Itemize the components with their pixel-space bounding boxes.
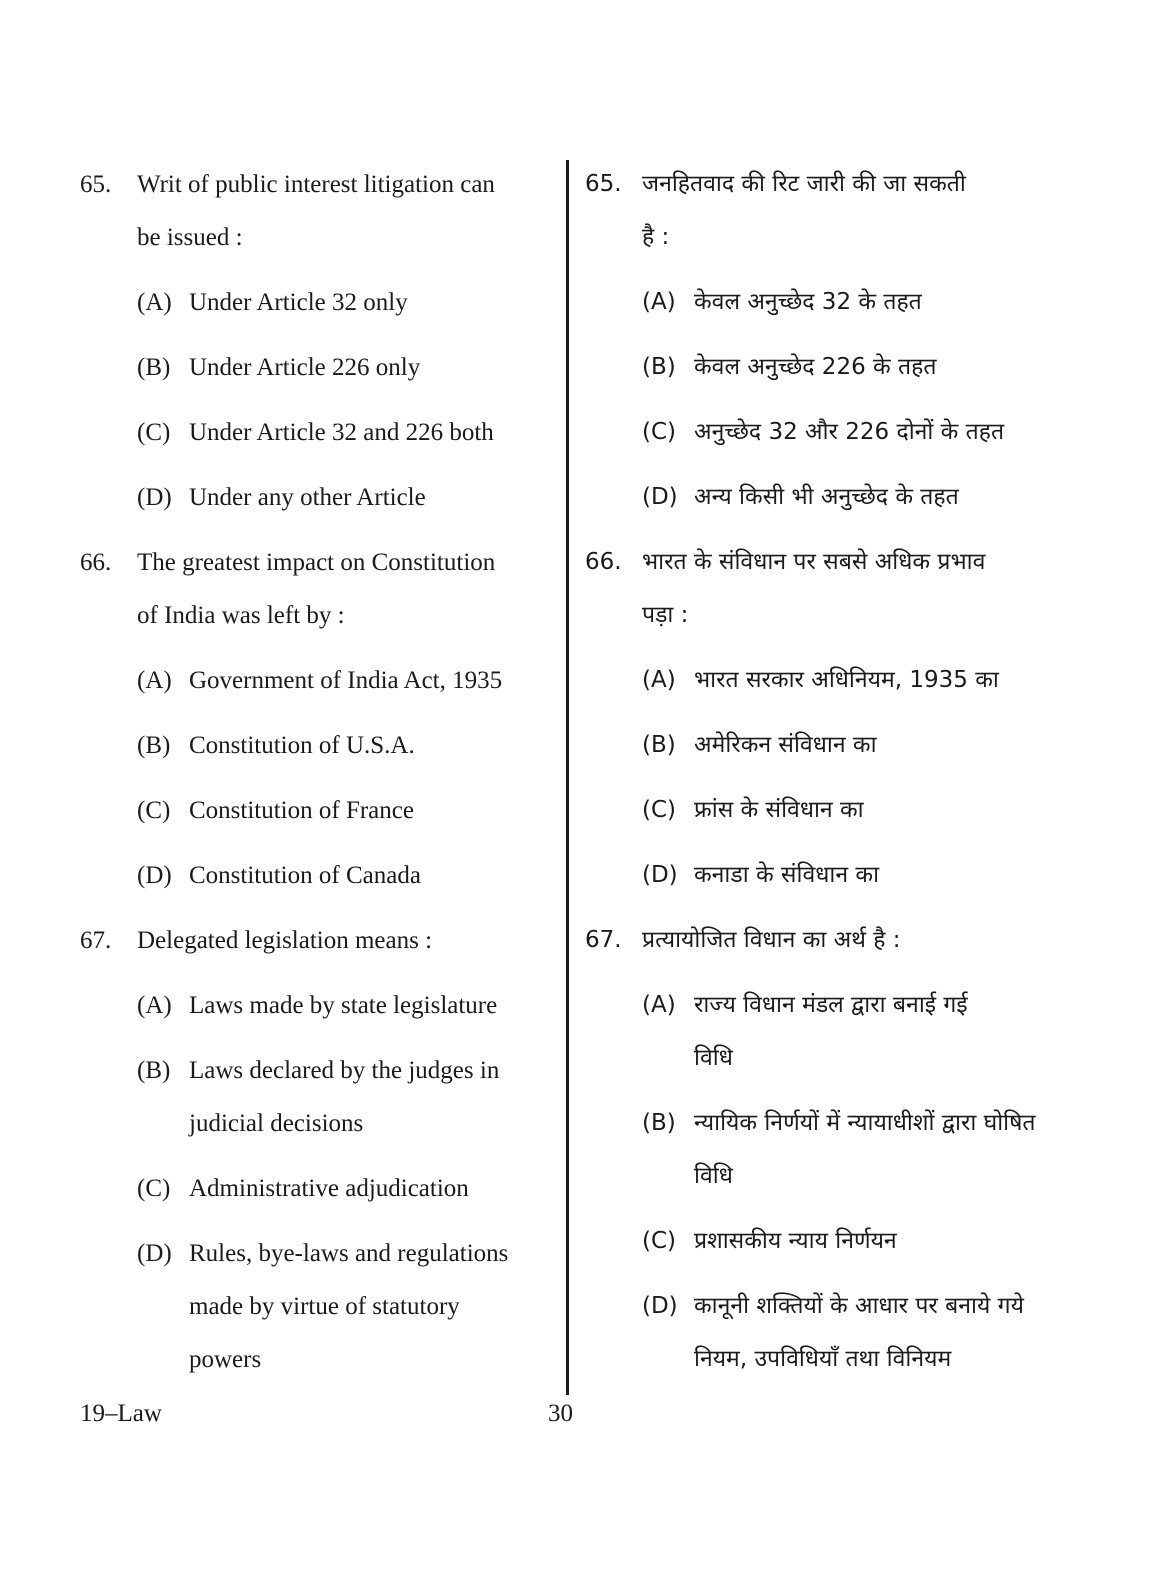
option-text-line: नियम, उपविधियाँ तथा विनियम [694,1346,952,1372]
option-text-line: राज्य विधान मंडल द्वारा बनाई गई [694,992,968,1018]
option-text-line: अमेरिकन संविधान का [694,732,877,758]
option-a [80,979,555,1032]
question-line [80,158,555,211]
option-c [585,784,1065,837]
spacer [585,459,1065,471]
option-text-line: कानूनी शक्तियों के आधार पर बनाये गये [694,1293,1024,1319]
spacer [80,967,555,979]
question-text: है : [642,224,670,250]
spacer [80,1386,555,1398]
option-b [80,1044,555,1150]
option-b [585,719,1065,772]
option-text [694,654,1065,707]
option-text-line: फ्रांस के संविधान का [694,797,864,823]
option-a [80,654,555,707]
option-text [694,784,1065,837]
option-label: (B) [137,354,171,381]
spacer [585,1203,1065,1215]
option-c [585,1215,1065,1268]
option-text [189,341,555,394]
spacer [80,1215,555,1227]
option-text-line: न्यायिक निर्णयों में न्यायाधीशों द्वारा घोषित [694,1110,1036,1136]
spacer [80,837,555,849]
option-label: (A) [642,992,676,1018]
option-text [694,1097,1065,1203]
option-text-line: भारत सरकार अधिनियम, 1935 का [694,667,999,693]
spacer [585,264,1065,276]
option-label: (B) [137,1057,171,1084]
spacer [80,1150,555,1162]
question-line [585,914,1065,967]
option-label: (C) [137,419,171,446]
question-q65 [585,158,1065,536]
option-label: (C) [137,797,171,824]
option-text-line: केवल अनुच्छेद 32 के तहत [694,289,922,315]
option-label: (C) [642,419,677,445]
column-divider [566,160,569,1395]
question-line [80,914,555,967]
option-label: (D) [642,484,678,510]
spacer [80,1032,555,1044]
option-text [189,654,555,707]
spacer [80,902,555,914]
option-text [189,1162,555,1215]
option-text-line: judicial decisions [189,1110,364,1137]
option-label: (A) [642,289,676,315]
question-number: 65. [585,171,622,197]
option-text [694,341,1065,394]
option-label: (C) [137,1175,171,1202]
question-text: of India was left by : [137,602,345,629]
english-column [80,158,555,1398]
spacer [585,642,1065,654]
spacer [585,837,1065,849]
spacer [585,902,1065,914]
option-d [585,849,1065,902]
option-label: (D) [137,484,172,511]
option-text [694,276,1065,329]
spacer [585,1386,1065,1398]
option-label: (A) [137,992,172,1019]
spacer [585,772,1065,784]
question-number: 67. [585,927,622,953]
option-label: (A) [642,667,676,693]
option-text [189,276,555,329]
option-b [80,341,555,394]
question-text: be issued : [137,224,243,251]
paper-code: 19–Law [80,1400,162,1427]
question-number: 65. [80,171,112,198]
question-q66 [80,536,555,914]
spacer [80,772,555,784]
option-text-line: Laws declared by the judges in [189,1057,500,1084]
option-text [694,1215,1065,1268]
option-label: (B) [642,732,676,758]
spacer [585,1268,1065,1280]
page-number: 30 [548,1400,573,1427]
hindi-column [585,158,1065,1398]
option-a [585,276,1065,329]
option-text-line: Under any other Article [189,484,426,511]
spacer [80,524,555,536]
option-d [80,1227,555,1386]
option-text-line: Rules, bye-laws and regulations [189,1240,509,1267]
option-text [694,1280,1065,1386]
option-text [189,849,555,902]
option-c [80,406,555,459]
option-text [694,849,1065,902]
question-text: Writ of public interest litigation can [137,171,495,198]
spacer [80,642,555,654]
spacer [585,1085,1065,1097]
option-text [189,406,555,459]
option-text-line: made by virtue of statutory [189,1293,460,1320]
option-a [585,979,1065,1085]
spacer [585,524,1065,536]
option-text [694,979,1065,1085]
question-text: पड़ा : [642,602,689,628]
question-q67 [585,914,1065,1398]
option-text-line: Laws made by state legislature [189,992,498,1019]
option-a [80,276,555,329]
question-q66 [585,536,1065,914]
spacer [80,329,555,341]
option-text [189,784,555,837]
option-label: (C) [642,1228,677,1254]
spacer [80,394,555,406]
spacer [585,967,1065,979]
option-text [189,1044,555,1150]
option-text-line: विधि [694,1163,733,1189]
question-line [80,536,555,589]
option-text-line: अनुच्छेद 32 और 226 दोनों के तहत [694,419,1005,445]
option-b [80,719,555,772]
option-text-line: Constitution of France [189,797,414,824]
option-c [585,406,1065,459]
option-text-line: Constitution of Canada [189,862,421,889]
option-text [694,719,1065,772]
option-label: (D) [642,862,678,888]
question-text: भारत के संविधान पर सबसे अधिक प्रभाव [642,549,986,575]
spacer [585,707,1065,719]
question-q65 [80,158,555,536]
option-text [189,471,555,524]
question-q67 [80,914,555,1398]
spacer [585,329,1065,341]
option-b [585,1097,1065,1203]
question-text: प्रत्यायोजित विधान का अर्थ है : [642,927,901,953]
option-text-line: प्रशासकीय न्याय निर्णयन [694,1228,897,1254]
spacer [585,394,1065,406]
spacer [80,459,555,471]
question-text: Delegated legislation means : [137,927,433,954]
question-number: 67. [80,927,112,954]
option-label: (B) [642,354,676,380]
spacer [80,264,555,276]
option-d [585,471,1065,524]
option-text-line: केवल अनुच्छेद 226 के तहत [694,354,937,380]
option-b [585,341,1065,394]
option-label: (B) [642,1110,676,1136]
option-text-line: अन्य किसी भी अनुच्छेद के तहत [694,484,959,510]
option-label: (D) [642,1293,678,1319]
option-c [80,1162,555,1215]
option-text [189,719,555,772]
option-text-line: Government of India Act, 1935 [189,667,503,694]
question-number: 66. [585,549,622,575]
option-text-line: powers [189,1346,262,1373]
option-text [694,471,1065,524]
option-label: (A) [137,667,172,694]
option-label: (A) [137,289,172,316]
question-number: 66. [80,549,112,576]
option-text-line: Under Article 226 only [189,354,421,381]
option-label: (D) [137,862,172,889]
spacer [80,707,555,719]
question-line [585,158,1065,211]
question-line [585,536,1065,589]
option-label: (C) [642,797,677,823]
option-c [80,784,555,837]
option-text [189,1227,555,1386]
question-text: जनहितवाद की रिट जारी की जा सकती [642,171,966,197]
option-a [585,654,1065,707]
question-text: The greatest impact on Constitution [137,549,496,576]
option-label: (D) [137,1240,172,1267]
option-text-line: Under Article 32 and 226 both [189,419,494,446]
option-text [189,979,555,1032]
option-text-line: कनाडा के संविधान का [694,862,880,888]
option-d [80,849,555,902]
option-text-line: विधि [694,1045,733,1071]
option-d [80,471,555,524]
option-text-line: Constitution of U.S.A. [189,732,415,759]
option-text-line: Under Article 32 only [189,289,408,316]
option-text [694,406,1065,459]
option-label: (B) [137,732,171,759]
option-d [585,1280,1065,1386]
option-text-line: Administrative adjudication [189,1175,469,1202]
